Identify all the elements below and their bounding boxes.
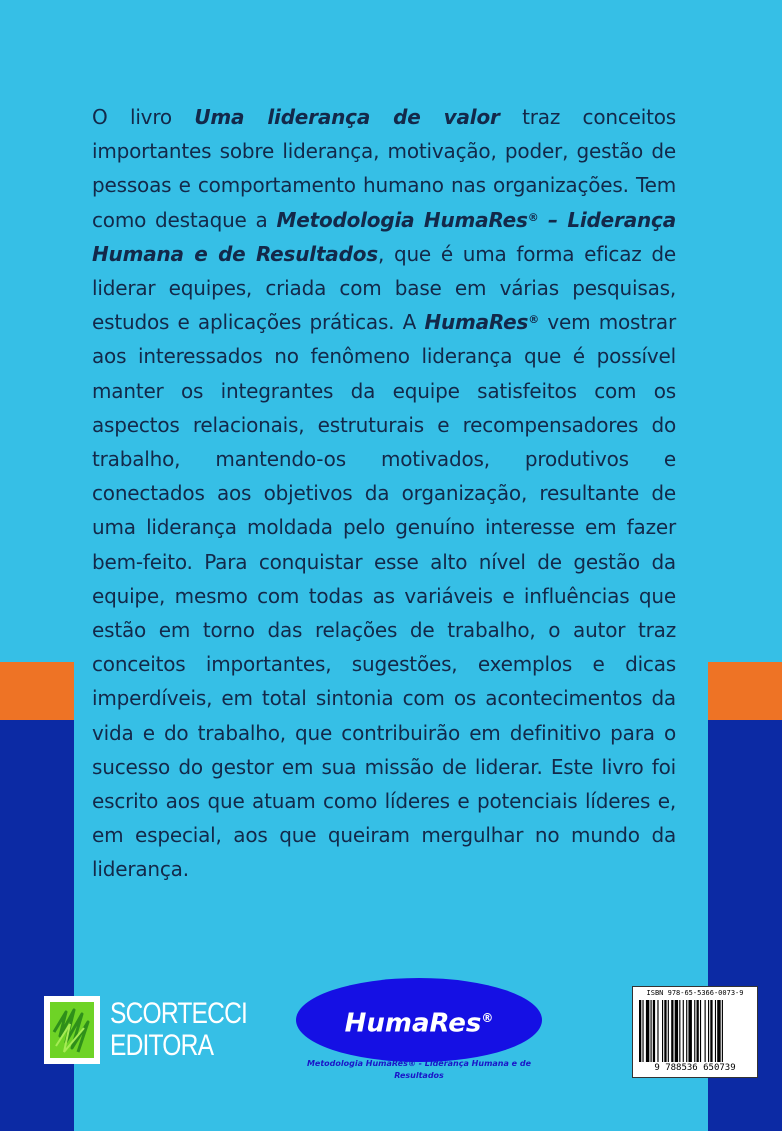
humares-inline-text: HumaRes: [424, 310, 529, 335]
registered-mark: ®: [527, 210, 539, 224]
scribble-logo-icon: [44, 996, 100, 1064]
description-text: traz conceitos importantes sobre liderança, motivação, poder, gestão de pessoas e comportamento humano nas organizações. Tem como destaque a: [92, 105, 677, 232]
orange-band-right: [708, 662, 782, 720]
methodology-subtitle: – Liderança Humana e de Resultados: [92, 207, 676, 266]
humares-logo: [296, 978, 542, 1062]
humares-logo-text: HumaRes: [344, 1008, 482, 1039]
registered-mark: ®: [528, 313, 540, 327]
description-text: O livro: [92, 105, 195, 129]
publisher-name: [110, 998, 247, 1062]
isbn-label: ISBN 978-65-5366-0073-9: [646, 989, 744, 997]
blue-band-left: [0, 720, 74, 1131]
isbn-digits: 9 788536 650739: [654, 1063, 736, 1073]
humares-logo-name: [296, 1002, 542, 1040]
methodology-name-text: Metodologia HumaRes: [276, 207, 528, 232]
description-text: , que é uma forma eficaz de liderar equipes, criada com base em várias pesquisas, estudos e aplicações práticas. A: [92, 241, 676, 335]
barcode-bars: [639, 1000, 751, 1062]
description-text: vem mostrar aos interessados no fenômeno liderança que é possível manter os integrantes da equipe satisfeitos com os aspectos relacionais, estruturais e recompensadores do trabalho, mantendo-os motivados, produtivos e conectados aos objetivos da organização, resultante de uma liderança moldada pelo genuíno interesse em fazer bem-feito. Para conquistar esse alto nível de gestão da equipe, mesmo com todas as variáveis e influências que estão em torno das relações de trabalho, o autor traz conceitos importantes, sugestões, exemplos e dicas imperdíveis, em total sintonia com os acontecimentos da vida e do trabalho, que contribuirão em definitivo para o sucesso do gestor em sua missão de liderar. Este livro foi escrito aos que atuam como líderes e potenciais líderes e, em especial, aos que queiram mergulhar no mundo da liderança.: [92, 310, 676, 882]
isbn-barcode: [632, 986, 758, 1078]
humares-inline: [424, 310, 539, 334]
humares-caption: Metodologia HumaRes® - Liderança Humana e de Resultados: [306, 1059, 532, 1080]
publisher-name-line1: SCORTECCI: [110, 997, 248, 1030]
registered-mark: ®: [481, 1011, 494, 1025]
orange-band-left: [0, 662, 74, 720]
book-description: [92, 100, 676, 887]
publisher-logo: [44, 996, 248, 1066]
book-title: Uma liderança de valor: [194, 105, 500, 129]
publisher-name-line2: EDITORA: [110, 1029, 214, 1062]
